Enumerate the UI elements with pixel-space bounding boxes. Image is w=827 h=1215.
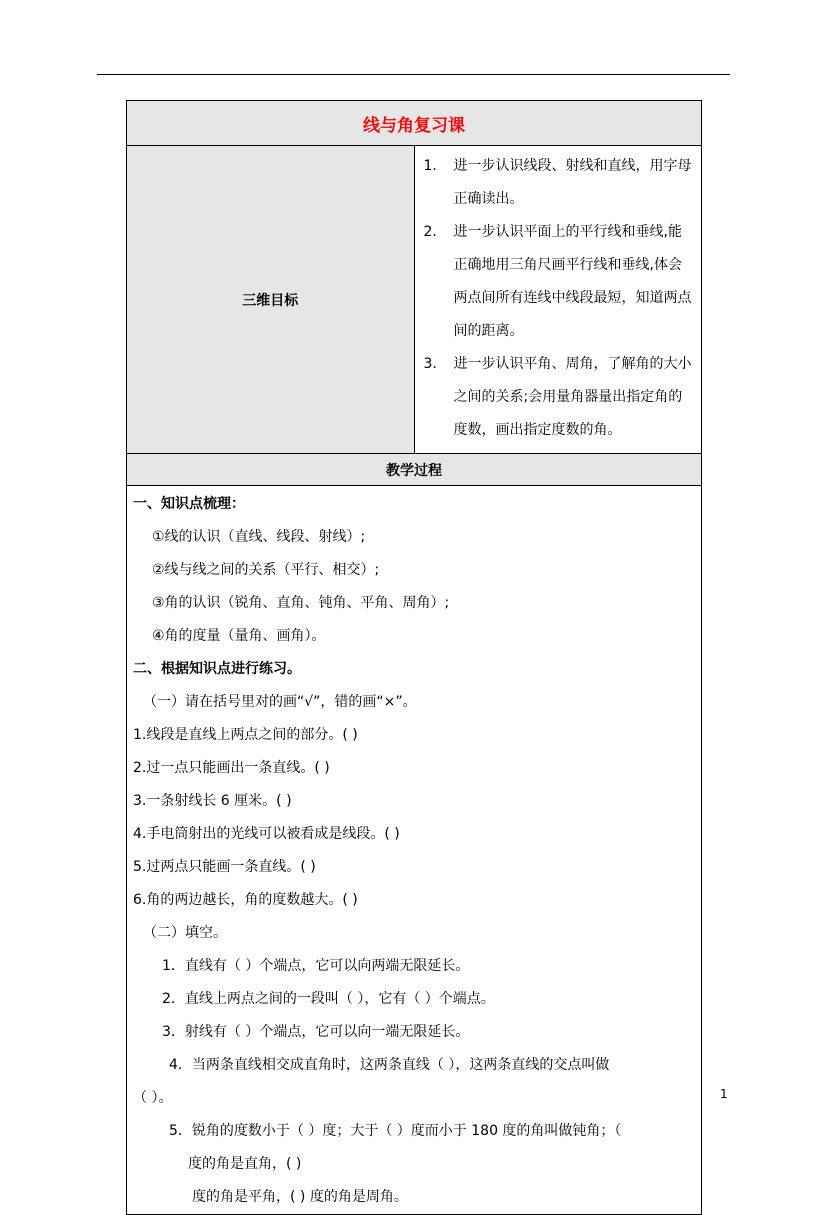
- knowledge-point: ④角的度量（量角、画角）。: [152, 628, 326, 644]
- process-heading: 教学过程: [127, 454, 702, 486]
- judge-question: 4.手电筒射出的光线可以被看成是线段。( ): [133, 826, 400, 842]
- lesson-table: [126, 100, 702, 1215]
- fill-question: 3．射线有（ ）个端点，它可以向一端无限延长。: [162, 1024, 470, 1040]
- judge-question: 3.一条射线长 6 厘米。( ): [133, 793, 292, 809]
- page-number: 1: [720, 1087, 728, 1101]
- knowledge-point: ①线的认识（直线、线段、射线）;: [152, 529, 366, 545]
- goals-list: [414, 146, 702, 454]
- goal-number: 3.: [423, 356, 437, 372]
- goal-text: 进一步认识线段、射线和直线，用字母正确读出。: [453, 158, 692, 207]
- judge-question: 6.角的两边越长，角的度数越大。( ): [133, 892, 358, 908]
- fill-question-continued: 度的角是平角，( ) 度的角是周角。: [192, 1189, 408, 1205]
- judge-question: 2.过一点只能画出一条直线。( ): [133, 760, 330, 776]
- goal-item: [421, 216, 696, 348]
- goal-item: [421, 150, 696, 216]
- lesson-title: 线与角复习课: [127, 101, 702, 146]
- knowledge-point: ③角的认识（锐角、直角、钝角、平角、周角）;: [152, 595, 450, 611]
- fill-question-continued: （ ）。: [133, 1090, 173, 1106]
- fill-question: 5．锐角的度数小于（ ）度；大于（ ）度而小于 180 度的角叫做钝角；（: [169, 1123, 622, 1139]
- part-title: （一）请在括号里对的画“√”，错的画“×”。: [143, 694, 417, 710]
- goal-text: 进一步认识平面上的平行线和垂线,能正确地用三角尺画平行线和垂线,体会两点间所有连线中线段最短，知道两点间的距离。: [453, 224, 692, 339]
- fill-question: 2．直线上两点之间的一段叫（ ），它有（ ）个端点。: [162, 991, 495, 1007]
- fill-question-continued: 度的角是直角，( ): [188, 1156, 302, 1172]
- goal-number: 2.: [423, 224, 437, 240]
- knowledge-point: ②线与线之间的关系（平行、相交）;: [152, 562, 380, 578]
- section-title: 二、根据知识点进行练习。: [133, 661, 301, 677]
- part-title: （二）填空。: [143, 925, 227, 941]
- goals-label: 三维目标: [127, 146, 415, 454]
- goal-text: 进一步认识平角、周角，了解角的大小之间的关系;会用量角器量出指定角的度数，画出指定度数的角。: [453, 356, 692, 438]
- goal-item: [421, 348, 696, 447]
- judge-question: 1.线段是直线上两点之间的部分。( ): [133, 727, 358, 743]
- judge-question: 5.过两点只能画一条直线。( ): [133, 859, 316, 875]
- header-rule: [97, 74, 730, 75]
- fill-question: 4．当两条直线相交成直角时，这两条直线（ ），这两条直线的交点叫做: [169, 1057, 610, 1073]
- fill-question: 1．直线有（ ）个端点，它可以向两端无限延长。: [162, 958, 470, 974]
- section-title: 一、知识点梳理：: [133, 496, 245, 512]
- process-body: [127, 486, 702, 1215]
- goal-number: 1.: [423, 158, 437, 174]
